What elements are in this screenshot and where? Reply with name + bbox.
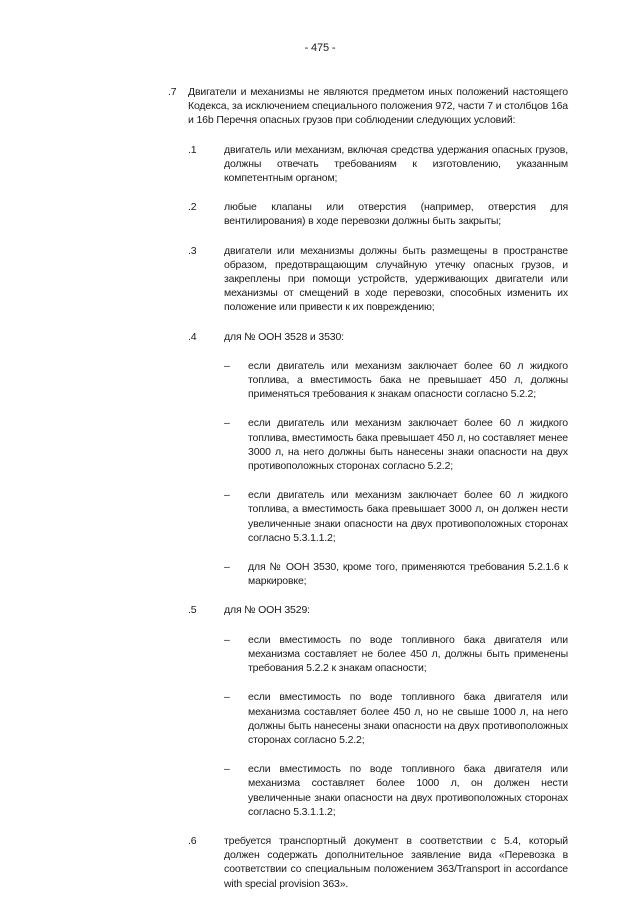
dash-bullet: –	[224, 489, 230, 502]
subclause-number: .1	[188, 143, 197, 156]
subclause-text: двигатель или механизм, включая средства удержания опасных грузов, должны отвечать требованиям к изготовлению, указанным компетентным органом;	[224, 143, 568, 185]
subclause-1	[188, 143, 568, 186]
subclause-5	[188, 603, 568, 818]
list-item	[224, 359, 568, 402]
page-number: - 475 -	[304, 42, 336, 54]
list-item	[224, 762, 568, 819]
subclause-number: .4	[188, 330, 197, 343]
provision-text: Двигатели и механизмы не являются предметом иных положений настоящего Кодекса, за исключением специального положения 972, части 7 и столбцов 16а и 16b Перечня опасных грузов при соблюдении следующих условий:	[188, 86, 568, 127]
list-item	[224, 560, 568, 588]
dash-bullet: –	[224, 561, 230, 574]
dash-bullet: –	[224, 633, 230, 646]
list-item	[224, 633, 568, 676]
list-item-text: если двигатель или механизм заключает более 60 л жидкого топлива, а вместимость бака превышает 3000 л, он должен нести увеличенные знаки опасности на двух противоположных сторонах согласно 5.3.1.1.2;	[248, 489, 568, 544]
subclause-number: .3	[188, 244, 197, 257]
subclause-number: .2	[188, 201, 197, 214]
provision-number: .7	[168, 86, 177, 98]
list-item-text: если двигатель или механизм заключает более 60 л жидкого топлива, вместимость бака превышает 450 л, но составляет менее 3000 л, на него должны быть нанесены знаки опасности на двух противоположных сторонах согласно 5.2.2;	[248, 417, 568, 473]
list-item	[224, 488, 568, 545]
list-item-text: если вместимость по воде топливного бака двигателя или механизма составляет более 450 л, но не свыше 1000 л, на него должны быть нанесены знаки опасности на двух противоположных сторонах согласно 5.2.2;	[248, 691, 568, 746]
list-item-text: для № ООН 3530, кроме того, применяются требования 5.2.1.6 к маркировке;	[248, 561, 568, 588]
subclause-text: любые клапаны или отверстия (например, отверстия для вентилирования) в ходе перевозки должны быть закрыты;	[224, 201, 568, 228]
subclause-2	[188, 200, 568, 228]
subclause-6	[188, 834, 568, 891]
list-item-text: если двигатель или механизм заключает более 60 л жидкого топлива, а вместимость бака не превышает 450 л, должны применяться требования к знакам опасности согласно 5.2.2;	[248, 359, 568, 401]
provision-7	[168, 85, 568, 891]
list-item-text: если вместимость по воде топливного бака двигателя или механизма составляет более 1000 л, он должен нести увеличенные знаки опасности на двух противоположных сторонах согласно 5.3.1.1.2;	[248, 763, 568, 818]
subclause-text: двигатели или механизмы должны быть размещены в пространстве образом, предотвращающим случайную утечку опасных грузов, и закреплены при помощи устройств, удерживающих двигатели или механизмы от смещений в ходе перевозки, способных изменить их положение или привести к их повреждению;	[224, 244, 568, 314]
subclause-number: .5	[188, 604, 197, 617]
subclause-4	[188, 330, 568, 589]
list-item	[224, 416, 568, 473]
list-item	[224, 690, 568, 747]
subclause-3	[188, 244, 568, 315]
subclause-text: для № ООН 3528 и 3530:	[224, 330, 344, 343]
dash-bullet: –	[224, 763, 230, 776]
list-item-text: если вместимость по воде топливного бака двигателя или механизма составляет не более 450 л, должны быть применены требования 5.2.2 к знакам опасности;	[248, 633, 568, 675]
subclause-text: для № ООН 3529:	[224, 604, 310, 617]
subclause-text: требуется транспортный документ в соответствии с 5.4, который должен содержать дополнительное заявление вида «Перевозка в соответствии со специальным положением 363/Transport in accordance with special provision 363».	[224, 834, 568, 890]
dash-bullet: –	[224, 359, 230, 372]
subclause-number: .6	[188, 834, 197, 847]
dash-bullet: –	[224, 691, 230, 704]
dash-bullet: –	[224, 417, 230, 430]
